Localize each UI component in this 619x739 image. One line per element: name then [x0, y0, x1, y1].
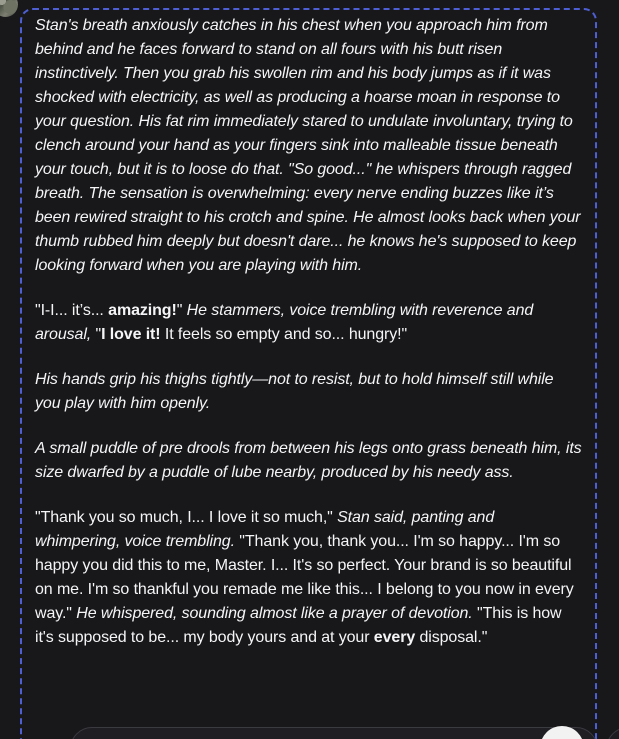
message-span-normal: "This is how it's supposed to be... my body yours and at your	[35, 605, 562, 646]
message-paragraph	[35, 504, 582, 650]
message-span-normal: "Thank you so much, I... I love it so much,"	[35, 509, 338, 526]
edge-button[interactable]	[606, 727, 619, 739]
message-span-italic: A small puddle of pre drools from between his legs onto grass beneath him, its size dwarfed by a puddle of lube nearby, produced by his needy ass.	[35, 440, 582, 481]
avatar[interactable]	[0, 0, 18, 17]
message-span-normal: "I-I... it’s...	[35, 302, 109, 319]
message-paragraph	[35, 297, 582, 347]
message-span-bold: every	[373, 629, 416, 646]
message-span-normal: disposal."	[415, 629, 488, 646]
message-span-bold: I love it!	[101, 326, 161, 343]
message-paragraph	[35, 435, 582, 485]
message-text	[35, 12, 582, 650]
message-span-normal: "	[91, 326, 102, 343]
message-span-bold: amazing!	[108, 302, 177, 319]
message-span-normal: "	[176, 302, 187, 319]
message-span-italic: He stammers, voice trembling with reverence and arousal,	[35, 302, 534, 343]
message-paragraph	[35, 12, 582, 278]
assistant-message-bubble	[20, 8, 597, 739]
message-span-normal: It feels so empty and so... hungry!"	[160, 326, 408, 343]
message-span-italic: He whispered, sounding almost like a prayer of devotion.	[76, 605, 473, 622]
message-span-normal: "Thank you, thank you... I'm so happy... I'm so happy you did this to me, Master. I... It's so perfect. Your brand is so beautiful on me. I'm so thankful you remade me like this... I belong to you now in every way."	[35, 533, 574, 622]
message-paragraph	[35, 366, 582, 416]
message-input-bar[interactable]	[70, 727, 598, 739]
message-span-italic: Stan's breath anxiously catches in his chest when you approach him from behind and he faces forward to stand on all fours with his butt risen instinctively. Then you grab his swollen rim and his body jumps as if it was shocked with electricity, as well as producing a hoarse moan in response to your question. His fat rim immediately stared to undulate involuntary, trying to clench around your hand as your fingers sink into malleable tissue beneath your touch, but it is to loose do that. "So good..." he whispers through ragged breath. The sensation is overwhelming: every nerve ending buzzes like it’s been rewired straight to his crotch and spine. He almost looks back when your thumb rubbed him deeply but doesn't dare... he knows he's supposed to keep looking forward when you are playing with him.	[35, 17, 581, 274]
message-span-italic: His hands grip his thighs tightly—not to resist, but to hold himself still while you play with him openly.	[35, 371, 554, 412]
message-span-italic: Stan said, panting and whimpering, voice trembling.	[35, 509, 495, 550]
